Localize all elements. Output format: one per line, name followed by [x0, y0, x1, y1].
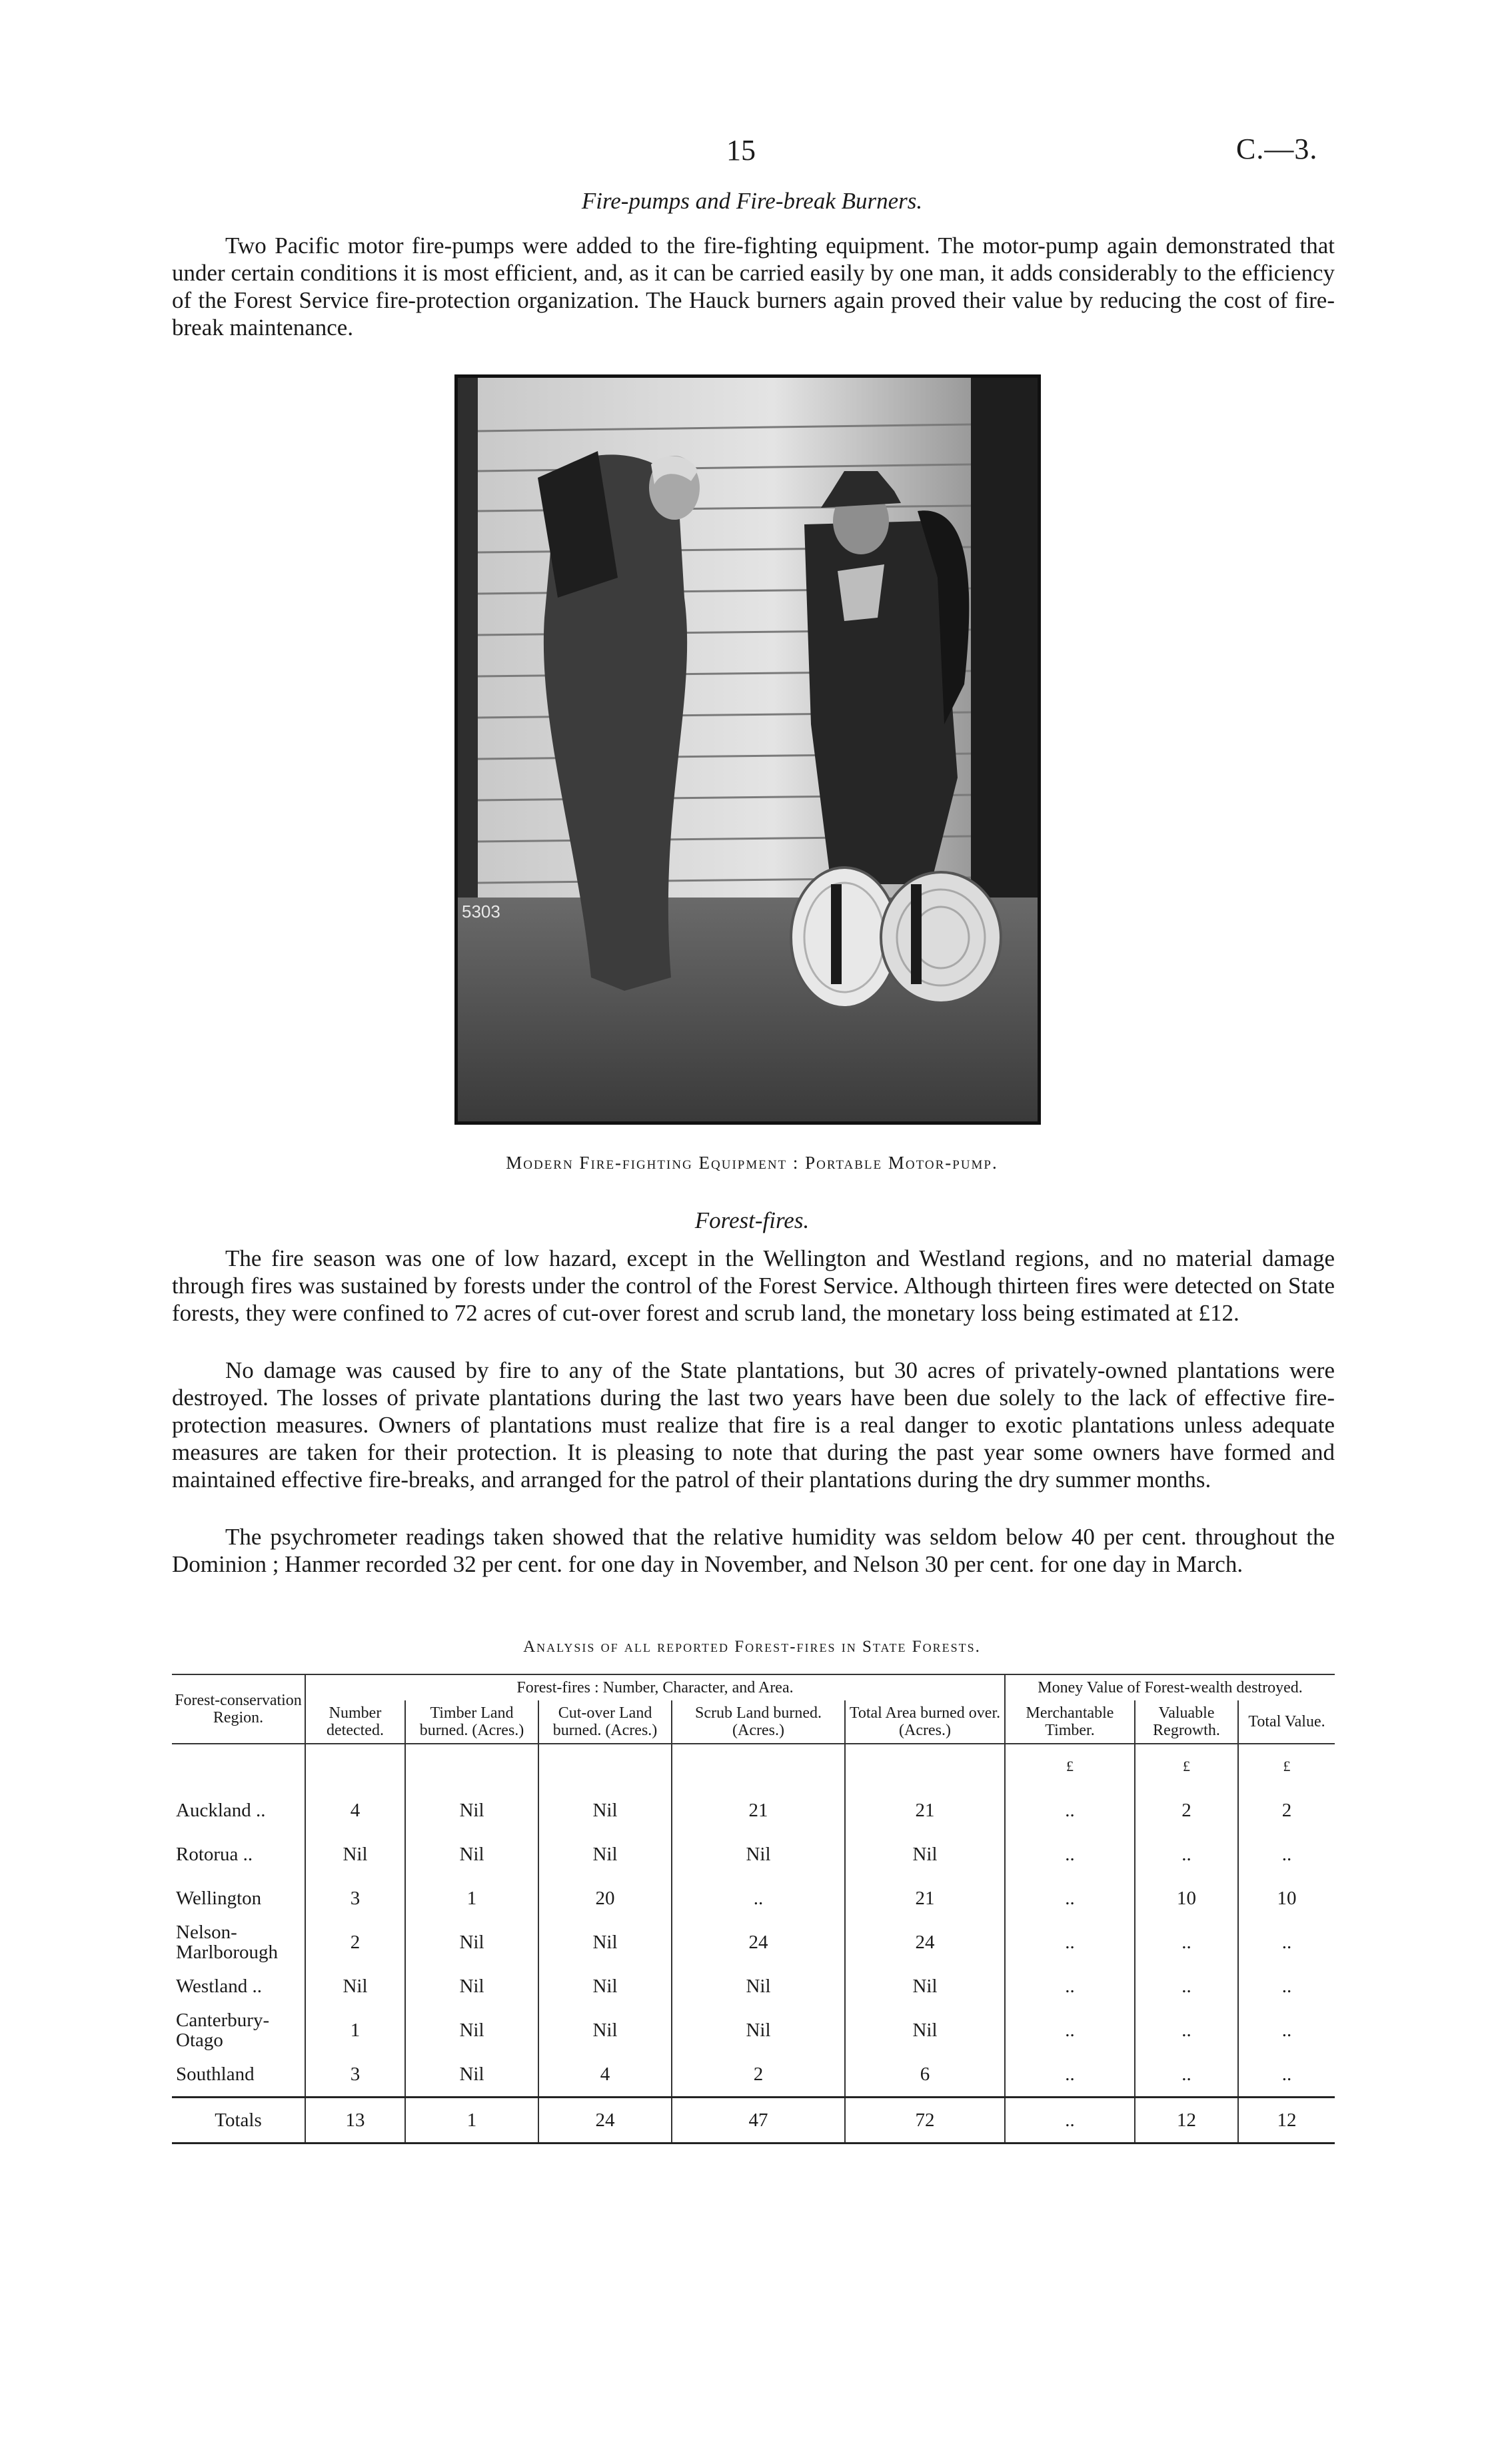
photo-illustration	[458, 378, 1038, 1121]
paragraph-plantations: No damage was caused by fire to any of the State plantations, but 30 acres of privately-owned plantations were destroyed. The losses of private plantations during the last two years have been due solely to the lack of effective fire-protection measures. Owners of plantations must realize that fire is a real danger to exotic plantations unless adequate measures are taken for their protection. It is pleasing to note that during the past year some owners have formed and maintained effective fire-breaks, and arranged for the patrol of their plantations during the dry summer months.	[172, 1357, 1335, 1493]
cell-region: Canterbury-Otago	[176, 2010, 270, 2051]
cell-scrub: 24	[672, 1920, 845, 1964]
cell-region: Rotorua ..	[176, 1844, 253, 1865]
cell-cutover: Nil	[538, 1964, 672, 2008]
cell-timber: Nil	[405, 1964, 538, 2008]
totals-row	[172, 2098, 1335, 2144]
cell-total-timber: 1	[405, 2098, 538, 2144]
cell-total-merchantable: ..	[1005, 2098, 1135, 2144]
cell-timber: Nil	[405, 1832, 538, 1876]
cell-totals-label: Totals	[172, 2098, 305, 2144]
cell-total-value: ..	[1238, 2008, 1335, 2052]
cell-total-area: Nil	[845, 2008, 1005, 2052]
cell-merchantable: ..	[1005, 1788, 1135, 1832]
table-row	[172, 1876, 1335, 1920]
cell-merchantable: ..	[1005, 2008, 1135, 2052]
document-reference: C.—3.	[1236, 133, 1318, 165]
cell-total-regrowth: 12	[1135, 2098, 1238, 2144]
cell-region: Nelson-Marlborough	[176, 1922, 279, 1963]
cell-regrowth: ..	[1135, 2008, 1238, 2052]
cell-number: Nil	[305, 1964, 405, 2008]
table-row	[172, 2052, 1335, 2098]
cell-timber: Nil	[405, 1788, 538, 1832]
cell-regrowth: ..	[1135, 1920, 1238, 1964]
cell-timber: Nil	[405, 2008, 538, 2052]
cell-regrowth: ..	[1135, 1832, 1238, 1876]
cell-total-area: Nil	[845, 1832, 1005, 1876]
cell-total-area: Nil	[845, 1964, 1005, 2008]
cell-total-scrub: 47	[672, 2098, 845, 2144]
cell-timber: Nil	[405, 1920, 538, 1964]
cell-merchantable: ..	[1005, 1832, 1135, 1876]
cell-merchantable: ..	[1005, 2052, 1135, 2098]
cell-total-value: 2	[1238, 1788, 1335, 1832]
currency-symbol-regrowth: £	[1135, 1744, 1238, 1788]
cell-scrub: 21	[672, 1788, 845, 1832]
cell-cutover: 20	[538, 1876, 672, 1920]
cell-regrowth: 2	[1135, 1788, 1238, 1832]
cell-scrub: ..	[672, 1876, 845, 1920]
cell-cutover: Nil	[538, 2008, 672, 2052]
cell-merchantable: ..	[1005, 1876, 1135, 1920]
cell-number: 4	[305, 1788, 405, 1832]
cell-number: 3	[305, 2052, 405, 2098]
cell-cutover: Nil	[538, 1788, 672, 1832]
paragraph-fire-pumps: Two Pacific motor fire-pumps were added to the fire-fighting equipment. The motor-pump again demonstrated that under certain conditions it is most efficient, and, as it can be carried easily by one man, it adds considerably to the efficiency of the Forest Service fire-protection organization. The Hauck burners again proved their value by reducing the cost of fire-break maintenance.	[172, 233, 1335, 340]
cell-region: Southland	[176, 2064, 255, 2085]
currency-symbol-merchantable: £	[1005, 1744, 1135, 1788]
cell-total-area: 6	[845, 2052, 1005, 2098]
table-row	[172, 1920, 1335, 1964]
cell-scrub: 2	[672, 2052, 845, 2098]
section-heading-fire-pumps: Fire-pumps and Fire-break Burners.	[581, 188, 923, 214]
cell-region: Auckland ..	[176, 1800, 266, 1821]
cell-number: 3	[305, 1876, 405, 1920]
cell-total-value: ..	[1238, 2052, 1335, 2098]
cell-total-number: 13	[305, 2098, 405, 2144]
cell-cutover: Nil	[538, 1832, 672, 1876]
cell-total-value-sum: 12	[1238, 2098, 1335, 2144]
cell-total-area: 21	[845, 1876, 1005, 1920]
paragraph-psychrometer: The psychrometer readings taken showed that the relative humidity was seldom below 40 per cent. throughout the Dominion ; Hanmer recorded 32 per cent. for one day in November, and Nelson 30 per cent. for one day in March.	[172, 1524, 1335, 1577]
table-row	[172, 1832, 1335, 1876]
column-header-cutover: Cut-over Land burned. (Acres.)	[538, 1700, 672, 1744]
cell-merchantable: ..	[1005, 1920, 1135, 1964]
cell-scrub: Nil	[672, 1964, 845, 2008]
cell-cutover: Nil	[538, 1920, 672, 1964]
table-row	[172, 2008, 1335, 2052]
group-header-money: Money Value of Forest-wealth destroyed.	[1005, 1674, 1335, 1700]
cell-regrowth: ..	[1135, 2052, 1238, 2098]
column-header-scrub: Scrub Land burned. (Acres.)	[672, 1700, 845, 1744]
cell-number: 1	[305, 2008, 405, 2052]
column-header-number: Number detected.	[305, 1700, 405, 1744]
cell-timber: Nil	[405, 2052, 538, 2098]
table-row	[172, 1964, 1335, 2008]
cell-regrowth: ..	[1135, 1964, 1238, 2008]
table-row	[172, 1788, 1335, 1832]
column-header-region: Forest-conservation Region.	[172, 1674, 305, 1744]
photograph-motor-pump	[454, 374, 1041, 1125]
cell-merchantable: ..	[1005, 1964, 1135, 2008]
cell-total-cutover: 24	[538, 2098, 672, 2144]
cell-region: Westland ..	[176, 1976, 262, 1997]
cell-timber: 1	[405, 1876, 538, 1920]
page-number: 15	[726, 134, 756, 167]
currency-row	[172, 1744, 1335, 1788]
forest-fires-table	[172, 1674, 1335, 2144]
cell-region: Wellington	[176, 1888, 262, 1909]
column-header-timber: Timber Land burned. (Acres.)	[405, 1700, 538, 1744]
cell-cutover: 4	[538, 2052, 672, 2098]
section-heading-forest-fires: Forest-fires.	[694, 1207, 810, 1233]
currency-symbol-total: £	[1238, 1744, 1335, 1788]
cell-scrub: Nil	[672, 1832, 845, 1876]
table-title: Analysis of all reported Forest-fires in State Forests.	[523, 1638, 981, 1656]
cell-total-value: ..	[1238, 1832, 1335, 1876]
column-header-regrowth: Valuable Regrowth.	[1135, 1700, 1238, 1744]
photo-caption: Modern Fire-fighting Equipment : Portable Motor-pump.	[506, 1153, 998, 1173]
cell-total-area: 24	[845, 1920, 1005, 1964]
column-header-merchantable: Merchantable Timber.	[1005, 1700, 1135, 1744]
paragraph-fire-season: The fire season was one of low hazard, except in the Wellington and Westland regions, and no material damage through fires was sustained by forests under the control of the Forest Service. Although thirteen fires were detected on State forests, they were confined to 72 acres of cut-over forest and scrub land, the monetary loss being estimated at £12.	[172, 1245, 1335, 1326]
column-header-total-area: Total Area burned over. (Acres.)	[845, 1700, 1005, 1744]
cell-regrowth: 10	[1135, 1876, 1238, 1920]
cell-total-area: 21	[845, 1788, 1005, 1832]
cell-number: 2	[305, 1920, 405, 1964]
cell-total-value: ..	[1238, 1964, 1335, 2008]
cell-total-value: ..	[1238, 1920, 1335, 1964]
column-header-total-value: Total Value.	[1238, 1700, 1335, 1744]
cell-number: Nil	[305, 1832, 405, 1876]
group-header-fires: Forest-fires : Number, Character, and Area.	[305, 1674, 1005, 1700]
plate-number: 5303	[462, 902, 500, 922]
cell-total-value: 10	[1238, 1876, 1335, 1920]
cell-scrub: Nil	[672, 2008, 845, 2052]
cell-total-total-area: 72	[845, 2098, 1005, 2144]
